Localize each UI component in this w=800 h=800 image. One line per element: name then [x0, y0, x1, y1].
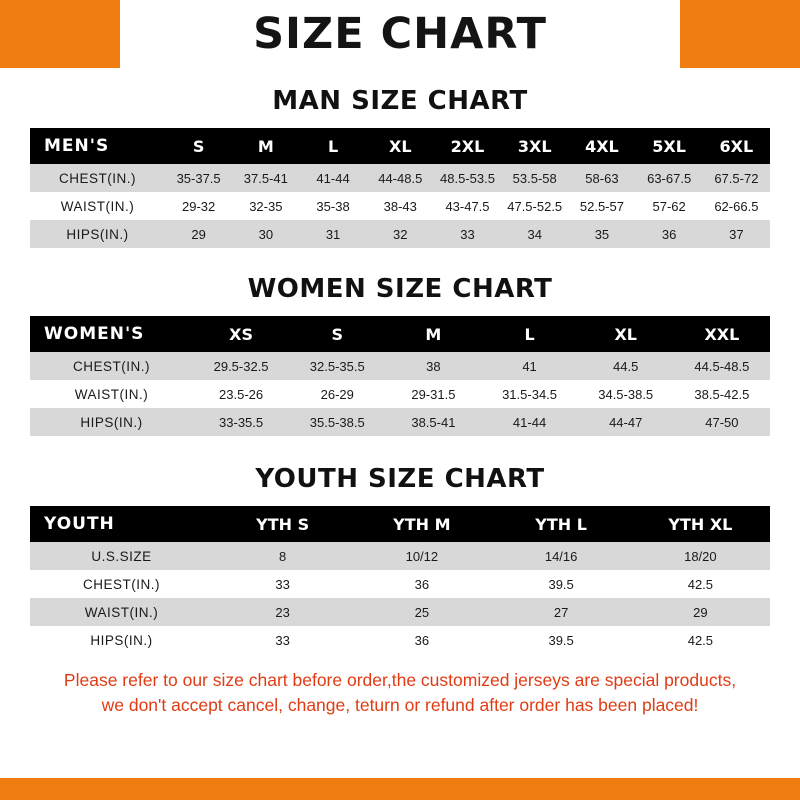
cell: 47.5-52.5 — [501, 192, 568, 220]
cell: 34.5-38.5 — [578, 380, 674, 408]
man-table-wrap — [0, 128, 800, 248]
row-label-chest: CHEST(IN.) — [30, 352, 193, 380]
header-cell-yth-s: YTH S — [256, 514, 310, 534]
cell: 48.5-53.5 — [434, 164, 501, 192]
youth-size-table — [30, 506, 770, 654]
cell: 29 — [165, 220, 232, 248]
cell: 38-43 — [367, 192, 434, 220]
cell: 32-35 — [232, 192, 299, 220]
table-row — [30, 380, 770, 408]
header-cell-2xl: 2XL — [450, 136, 485, 156]
table-row — [30, 626, 770, 654]
table-header-row — [30, 128, 770, 164]
cell: 25 — [352, 598, 491, 626]
note-line-2: we don't accept cancel, change, teturn or refund after order has been placed! — [101, 695, 699, 716]
cell: 36 — [352, 626, 491, 654]
table-row — [30, 352, 770, 380]
cell: 43-47.5 — [434, 192, 501, 220]
cell: 10/12 — [352, 542, 491, 570]
header-cell-youth: YOUTH — [44, 514, 115, 534]
section-title-women: WOMEN SIZE CHART — [247, 274, 553, 304]
cell: 41-44 — [299, 164, 366, 192]
page-title: SIZE CHART — [253, 9, 547, 59]
row-label-hips: HIPS(IN.) — [30, 408, 193, 436]
cell: 42.5 — [631, 570, 770, 598]
cell: 44-48.5 — [367, 164, 434, 192]
cell: 33 — [213, 570, 352, 598]
cell: 53.5-58 — [501, 164, 568, 192]
cell: 33 — [434, 220, 501, 248]
footer-bar — [0, 778, 800, 800]
cell: 41-44 — [481, 408, 577, 436]
header-cell-5xl: 5XL — [652, 136, 686, 156]
table-row — [30, 408, 770, 436]
cell: 37.5-41 — [232, 164, 299, 192]
cell: 30 — [232, 220, 299, 248]
cell: 31.5-34.5 — [481, 380, 577, 408]
header-cell-s: S — [331, 324, 343, 344]
header-cell-3xl: 3XL — [517, 136, 552, 156]
row-label-hips: HIPS(IN.) — [30, 626, 213, 654]
cell: 41 — [481, 352, 577, 380]
cell: 52.5-57 — [568, 192, 635, 220]
cell: 44.5 — [578, 352, 674, 380]
header-banner — [0, 0, 800, 68]
header-cell-l: L — [327, 136, 339, 156]
cell: 33-35.5 — [193, 408, 289, 436]
cell: 62-66.5 — [703, 192, 770, 220]
header-cell-xs: XS — [229, 324, 253, 344]
table-row — [30, 192, 770, 220]
cell: 8 — [213, 542, 352, 570]
women-size-table — [30, 316, 770, 436]
note-line-1: Please refer to our size chart before order,the customized jerseys are special products, — [63, 670, 737, 690]
table-row — [30, 220, 770, 248]
table-header-row — [30, 506, 770, 542]
table-header-row — [30, 316, 770, 352]
row-label-waist: WAIST(IN.) — [30, 192, 165, 220]
cell: 57-62 — [636, 192, 703, 220]
header-cell-4xl: 4XL — [585, 136, 619, 156]
row-label-us-size: U.S.SIZE — [30, 542, 213, 570]
cell: 36 — [352, 570, 491, 598]
row-label-chest: CHEST(IN.) — [30, 164, 165, 192]
cell: 23 — [213, 598, 352, 626]
cell: 18/20 — [631, 542, 770, 570]
cell: 39.5 — [492, 570, 631, 598]
cell: 34 — [501, 220, 568, 248]
cell: 38.5-41 — [385, 408, 481, 436]
header-cell-yth-m: YTH M — [393, 514, 451, 534]
cell: 39.5 — [492, 626, 631, 654]
cell: 58-63 — [568, 164, 635, 192]
cell: 36 — [636, 220, 703, 248]
cell: 29.5-32.5 — [193, 352, 289, 380]
table-row — [30, 164, 770, 192]
row-label-chest: CHEST(IN.) — [30, 570, 213, 598]
header-cell-l: L — [524, 324, 535, 344]
header-cell-xxl: XXL — [704, 324, 740, 344]
cell: 27 — [492, 598, 631, 626]
cell: 38 — [385, 352, 481, 380]
man-size-table — [30, 128, 770, 248]
header-cell-xl: XL — [614, 324, 637, 344]
order-policy-note — [24, 668, 776, 719]
row-label-waist: WAIST(IN.) — [30, 380, 193, 408]
cell: 35 — [568, 220, 635, 248]
cell: 42.5 — [631, 626, 770, 654]
cell: 44.5-48.5 — [674, 352, 770, 380]
header-cell-womens: WOMEN'S — [44, 324, 145, 344]
table-row — [30, 542, 770, 570]
cell: 29-31.5 — [385, 380, 481, 408]
cell: 63-67.5 — [636, 164, 703, 192]
cell: 47-50 — [674, 408, 770, 436]
cell: 29 — [631, 598, 770, 626]
header-cell-yth-l: YTH L — [535, 514, 587, 534]
cell: 38.5-42.5 — [674, 380, 770, 408]
cell: 37 — [703, 220, 770, 248]
header-cell-6xl: 6XL — [719, 136, 754, 156]
cell: 32.5-35.5 — [289, 352, 385, 380]
youth-table-wrap — [0, 506, 800, 654]
cell: 35-38 — [299, 192, 366, 220]
cell: 44-47 — [578, 408, 674, 436]
section-title-youth: YOUTH SIZE CHART — [255, 464, 545, 494]
cell: 29-32 — [165, 192, 232, 220]
table-row — [30, 598, 770, 626]
header-cell-m: M — [425, 324, 442, 344]
cell: 67.5-72 — [703, 164, 770, 192]
header-cell-m: M — [257, 136, 274, 156]
header-cell-yth-xl: YTH XL — [668, 514, 733, 534]
table-row — [30, 570, 770, 598]
cell: 35.5-38.5 — [289, 408, 385, 436]
women-table-wrap — [0, 316, 800, 436]
cell: 14/16 — [492, 542, 631, 570]
section-title-man: MAN SIZE CHART — [272, 86, 528, 116]
cell: 26-29 — [289, 380, 385, 408]
cell: 23.5-26 — [193, 380, 289, 408]
cell: 33 — [213, 626, 352, 654]
header-cell-men: MEN'S — [44, 136, 110, 156]
cell: 32 — [367, 220, 434, 248]
row-label-hips: HIPS(IN.) — [30, 220, 165, 248]
header-cell-s: S — [192, 136, 205, 156]
header-cell-xl: XL — [389, 136, 412, 156]
row-label-waist: WAIST(IN.) — [30, 598, 213, 626]
cell: 31 — [299, 220, 366, 248]
cell: 35-37.5 — [165, 164, 232, 192]
